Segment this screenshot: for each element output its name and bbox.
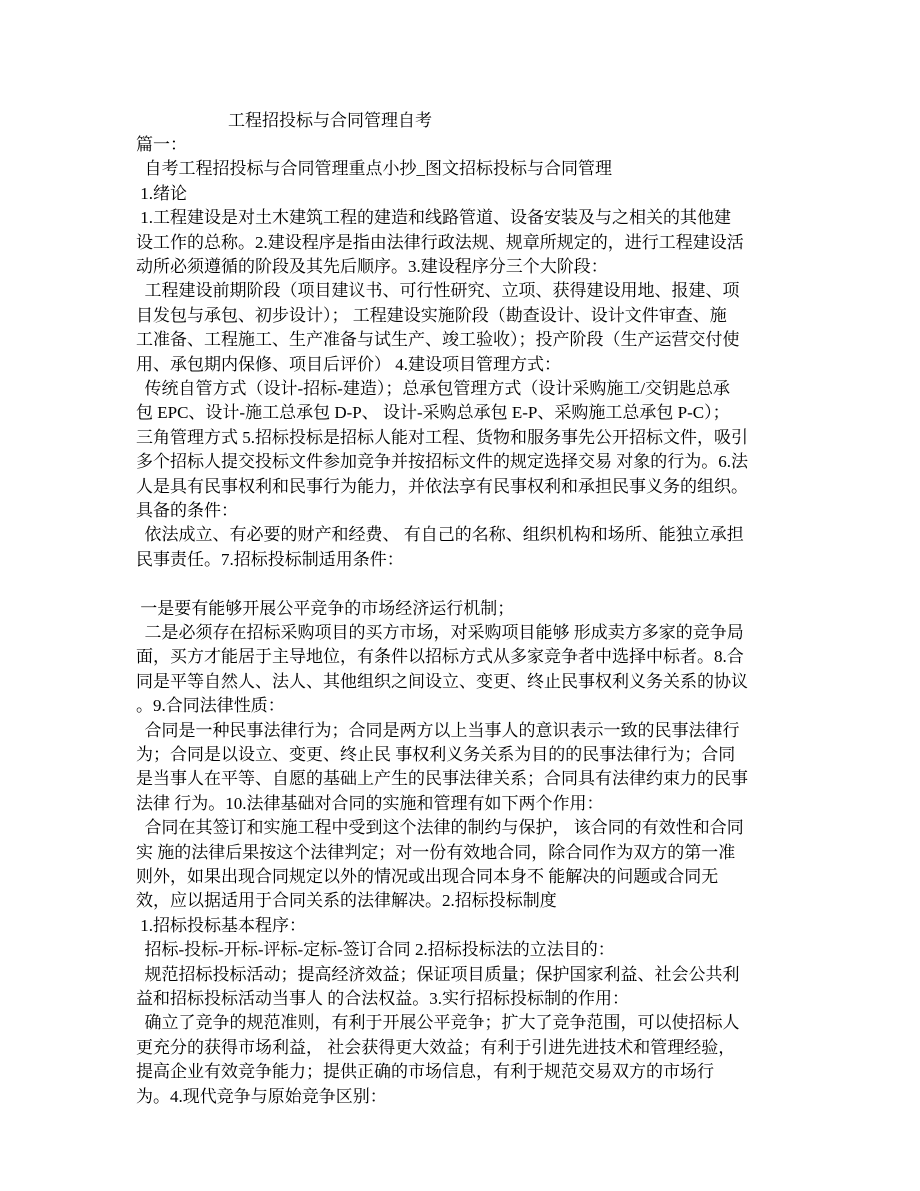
document-line: 篇一：: [136, 135, 187, 154]
document-line: 是当事人在平等、自愿的基础上产生的民事法律关系；合同具有法律约束力的民事: [136, 769, 748, 789]
document-line: 工准备、工程施工、生产准备与试生产、竣工验收）；投产阶段（生产运营交付使: [136, 330, 740, 350]
document-line: 规范招标投标活动；提高经济效益；保证项目质量；保护国家利益、社会公共利: [136, 964, 740, 984]
document-line: 实 施的法律后果按这个法律判定；对一份有效地合同，除合同作为双方的第一准: [136, 842, 736, 862]
document-line: 用、承包期内保修、项目后评价） 4.建设项目管理方式：: [136, 354, 561, 374]
document-line: 自考工程招投标与合同管理重点小抄_图文招标投标与合同管理: [136, 159, 612, 179]
document-line: 合同是一种民事法律行为；合同是两方以上当事人的意识表示一致的民事法律行: [136, 720, 740, 740]
document-line: 三角管理方式 5.招标投标是招标人能对工程、货物和服务事先公开招标文件，吸引: [136, 427, 748, 447]
document-line: 传统自管方式（设计-招标-建造）；总承包管理方式（设计采购施工/交钥匙总承: [136, 379, 731, 398]
document-line: 法律 行为。10.法律基础对合同的实施和管理有如下两个作用：: [136, 793, 604, 813]
document-line: 。9.合同法律性质：: [136, 696, 285, 716]
document-line: 提高企业有效竞争能力；提供正确的市场信息，有利于规范交易双方的市场行: [136, 1062, 714, 1082]
document-line: 一是要有能够开展公平竞争的市场经济运行机制；: [136, 598, 515, 618]
document-line: 面，买方才能居于主导地位，有条件以招标方式从多家竞争者中选择中标者。8.合: [136, 647, 744, 667]
document-line: 二是必须存在招标采购项目的买方市场，对采购项目能够 形成卖方多家的竞争局: [136, 623, 744, 642]
document-line: 效，应以据适用于合同关系的法律解决。2.招标投标制度: [136, 891, 557, 911]
document-line: 包 EPC、设计-施工总承包 D-P、 设计-采购总承包 E-P、采购施工总承包 P-C）；: [136, 403, 730, 423]
document-line: 人是具有民事权利和民事行为能力，并依法享有民事权利和承担民事义务的组织。: [136, 476, 748, 496]
document-line: 益和招标投标活动当事人 的合法权益。3.实行招标投标制的作用：: [136, 989, 629, 1008]
document-line: 1.工程建设是对土木建筑工程的建造和线路管道、设备安装及与之相关的其他建: [136, 208, 731, 228]
document-line: 同是平等自然人、法人、其他组织之间设立、变更、终止民事权利义务关系的协议: [136, 671, 748, 691]
document-line: 招标-投标-开标-评标-定标-签订合同 2.招标投标法的立法目的：: [136, 940, 615, 960]
document-line: 多个招标人提交投标文件参加竞争并按招标文件的规定选择交易 对象的行为。6.法: [136, 452, 748, 472]
document-line: 动所必须遵循的阶段及其先后顺序。3.建设程序分三个大阶段：: [136, 257, 608, 276]
document-line: 工程建设前期阶段（项目建议书、可行性研究、立项、获得建设用地、报建、项: [136, 281, 740, 301]
document-line: 1.招标投标基本程序：: [136, 915, 306, 935]
document-line: 则外，如果出现合同规定以外的情况或出现合同本身不 能解决的问题或合同无: [136, 867, 719, 886]
document-line: 具备的条件：: [136, 501, 238, 520]
document-line: 合同在其签订和实施工程中受到这个法律的制约与保护， 该合同的有效性和合同: [136, 818, 744, 838]
document-line: 为；合同是以设立、变更、终止民 事权利义务关系为目的的民事法律行为；合同: [136, 745, 736, 764]
document-line: 为。4.现代竞争与原始竞争区别：: [136, 1086, 387, 1106]
document-line: 民事责任。7.招标投标制适用条件：: [136, 549, 404, 569]
document-line: 设工作的总称。2.建设程序是指由法律行政法规、规章所规定的，进行工程建设活: [136, 232, 744, 252]
document-line: 1.绪论: [136, 183, 187, 203]
document-line: 更充分的获得市场利益， 社会获得更大效益；有利于引进先进技术和管理经验，: [136, 1037, 736, 1057]
document-line: 确立了竞争的规范准则，有利于开展公平竞争；扩大了竞争范围，可以使招标人: [136, 1013, 740, 1033]
document-line: 目发包与承包、初步设计）； 工程建设实施阶段（勘查设计、设计文件审查、施: [136, 305, 727, 325]
document-line: 依法成立、有必要的财产和经费、 有自己的名称、组织机构和场所、能独立承担: [136, 525, 744, 545]
document-title: 工程招投标与合同管理自考: [228, 111, 432, 130]
